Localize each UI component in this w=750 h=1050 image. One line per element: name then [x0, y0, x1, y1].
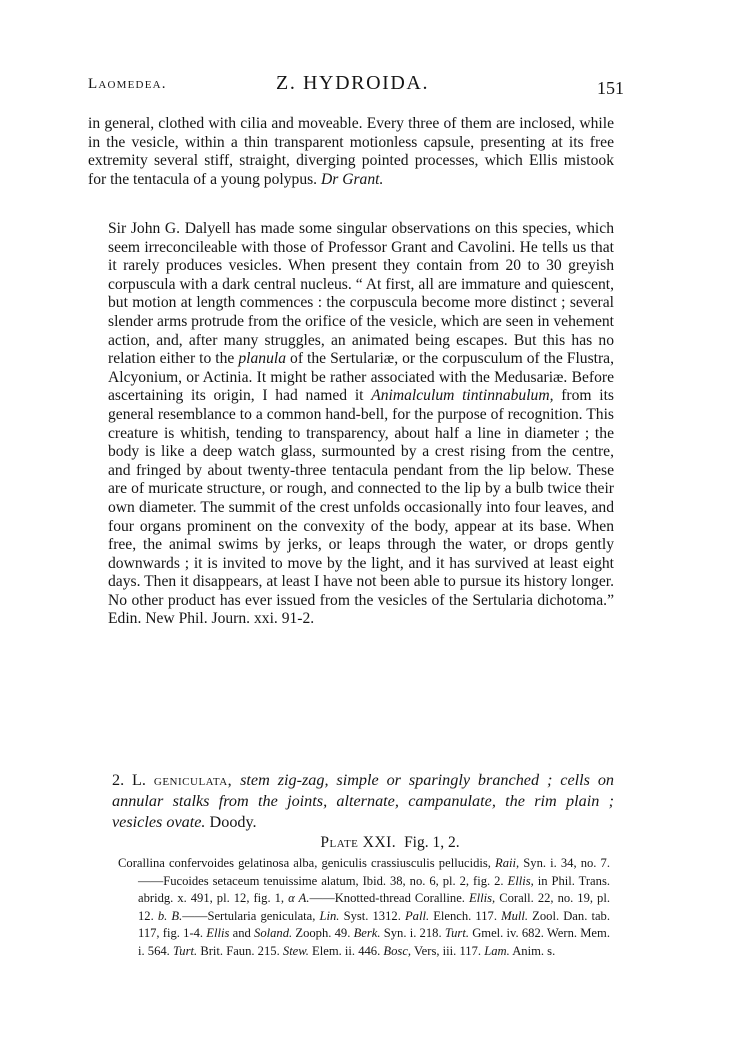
- ref-author: Mull.: [501, 908, 529, 923]
- ref-text: Syst. 1312.: [343, 908, 401, 923]
- species-name: geniculata,: [153, 771, 233, 789]
- ref-author: Pall.: [404, 908, 430, 923]
- ref-author: Soland.: [254, 926, 293, 941]
- plate-figures: Fig. 1, 2.: [404, 834, 460, 851]
- paragraph-text: from its general resemblance to a common hand-bell, for the purpose of recognition. This creature is whitish, tending to transparency, about half a line in diameter ; the body is like a deep watch glass, surmounted by a crest rising from the centre, and fringed by about twenty-three tentacula pendant from the lip below. These are of muricate structure, or rough, and connected to the lip by a bulb twice their own diameter. The summit of the crest unfolds occasionally into four leaves, and four organs prominent on the convexity of the body, appear at its base. When free, the animal swims by jerks, or leaps through the water, or drops gently downwards ; it is invited to move by the light, and it has survived at least eight days. Then it disappears, at least I have not been able to pursue its history longer. No other product has ever issued from the vesicles of the Sertularia dichotoma.” Edin. New Phil. Journ. xxi. 91-2.: [108, 387, 615, 628]
- ref-text: Gmel. iv. 682. Wern. Mem. i. 564.: [138, 926, 610, 958]
- ref-author: Stew.: [282, 943, 309, 958]
- plate-label: Plate XXI.: [320, 834, 397, 851]
- species-entry: [88, 770, 614, 833]
- ref-author: Ellis,: [507, 873, 534, 888]
- ref-text: Corallina confervoides gelatinosa alba, geniculis crassiusculis pellucidis,: [118, 856, 491, 870]
- paragraph-continued: [88, 115, 614, 189]
- paragraph-dalyell: [88, 220, 614, 629]
- ref-author: Bosc,: [383, 943, 412, 958]
- species-diagnosis: stem zig-zag, simple or sparingly branched ; cells on annular stalks from the joints, alternate, campanulate, the rim plain ; vesicles ovate.: [112, 771, 615, 831]
- ref-author: Ellis: [206, 926, 230, 941]
- synonymy-references: [118, 855, 610, 961]
- ref-author: Raii,: [495, 856, 520, 870]
- ref-text: Anim. s.: [512, 943, 556, 958]
- ref-author: Berk.: [353, 926, 381, 941]
- paragraph-text: in general, clothed with cilia and moveable. Every three of them are inclosed, while in the vesicle, within a thin transparent motionless capsule, presenting at its free extremity several stiff, straight, diverging pointed processes, which Ellis mistook for the tentacula of a young polypus.: [88, 115, 614, 188]
- ref-text: Zool. Dan. tab. 117, fig. 1-4.: [138, 908, 610, 941]
- page-number: 151: [597, 78, 624, 98]
- term-animalculum: Animalculum tintinnabulum,: [371, 387, 554, 405]
- header-genus: Laomedea.: [88, 76, 167, 92]
- plate-reference: [0, 834, 750, 852]
- ref-text: and: [232, 926, 251, 941]
- ref-text: ——Sertularia geniculata,: [182, 908, 316, 923]
- paragraph-text: of the Sertulariæ, or the corpusculum of the Flustra, Alcyonium, or Actinia. It might be rather associated with the Medusariæ. Before ascertaining its origin, I had named it: [108, 350, 614, 405]
- species-number: 2. L.: [112, 771, 146, 789]
- ref-author: Turt.: [444, 926, 469, 941]
- ref-author: Turt.: [173, 943, 198, 958]
- ref-author: Lam.: [484, 943, 510, 958]
- ref-author: Lin.: [319, 908, 340, 923]
- author-citation: Dr Grant.: [321, 170, 384, 188]
- ref-text: Elench. 117.: [433, 908, 498, 923]
- ref-text: Zooph. 49.: [295, 926, 351, 941]
- ref-text: Vers, iii. 117.: [413, 943, 482, 958]
- ref-text: Elem. ii. 446.: [312, 943, 381, 958]
- ref-figure: b. B.: [157, 908, 183, 923]
- running-header: [88, 72, 624, 102]
- ref-text: Brit. Faun. 215.: [200, 943, 280, 958]
- ref-text: ——Knotted-thread Coralline.: [309, 891, 465, 906]
- ref-text: Corall. 22, no. 19, pl. 12.: [138, 891, 610, 923]
- ref-figure: α A.: [288, 891, 310, 906]
- paragraph-text: Sir John G. Dalyell has made some singular observations on this species, which seem irreconcileable with those of Professor Grant and Cavolini. He tells us that it rarely produces vesicles. When present they contain from 20 to 30 greyish corpuscula with a dark central nucleus. “ At first, all are immature and quiescent, but motion at length commences : the corpuscula become more distinct ; several slender arms protrude from the orifice of the vesicle, which are seen in vehement action, and, after many struggles, an animated being escapes. But this has no relation either to the: [108, 220, 614, 368]
- ref-text: Syn. i. 34, no. 7.——Fucoides setaceum tenuissime alatum, Ibid. 38, no. 6, pl. 2, fig. 2.: [138, 856, 611, 888]
- species-authority: Doody.: [209, 813, 257, 831]
- term-planula: planula: [238, 350, 287, 368]
- ref-author: Ellis,: [468, 891, 496, 906]
- ref-text: in Phil. Trans. abridg. x. 491, pl. 12, fig. 1,: [138, 873, 610, 906]
- ref-text: Syn. i. 218.: [383, 926, 442, 941]
- header-title: Z. HYDROIDA.: [276, 72, 430, 94]
